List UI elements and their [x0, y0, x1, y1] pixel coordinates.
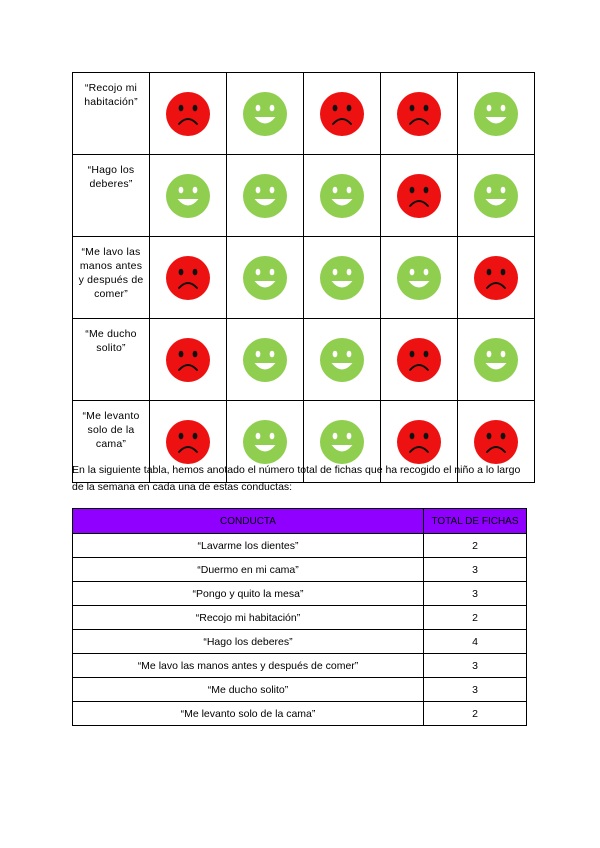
face-cell — [227, 73, 304, 155]
total-fichas-cell: 2 — [424, 534, 527, 558]
totals-row — [73, 678, 527, 702]
total-fichas-cell: 3 — [424, 582, 527, 606]
face-cell — [381, 155, 458, 237]
totals-row — [73, 702, 527, 726]
face-cell — [150, 319, 227, 401]
face-cell — [227, 237, 304, 319]
face-cell — [458, 237, 535, 319]
happy-face-icon — [319, 419, 365, 465]
behavior-label-line: “Hago los — [87, 164, 135, 176]
header-conducta: CONDUCTA — [73, 509, 424, 534]
happy-face-icon — [165, 173, 211, 219]
sad-face-icon — [396, 337, 442, 383]
conducta-cell: “Lavarme los dientes” — [73, 534, 424, 558]
sad-face-icon — [165, 337, 211, 383]
totals-body — [73, 534, 527, 726]
total-fichas-cell: 3 — [424, 678, 527, 702]
sad-face-icon — [396, 173, 442, 219]
face-cell — [381, 319, 458, 401]
behavior-label-line: comer” — [94, 288, 128, 300]
face-cell — [304, 73, 381, 155]
conducta-cell: “Me ducho solito” — [73, 678, 424, 702]
behavior-label-line: solito” — [96, 342, 126, 354]
conducta-cell: “Pongo y quito la mesa” — [73, 582, 424, 606]
conducta-cell: “Hago los deberes” — [73, 630, 424, 654]
face-cell — [304, 155, 381, 237]
sad-face-icon — [473, 255, 519, 301]
conducta-cell: “Me lavo las manos antes y después de comer” — [73, 654, 424, 678]
face-cell — [150, 155, 227, 237]
behavior-label-line: “Me ducho — [85, 328, 137, 340]
conducta-cell: “Duermo en mi cama” — [73, 558, 424, 582]
face-cell — [458, 155, 535, 237]
total-fichas-cell: 3 — [424, 654, 527, 678]
sad-face-icon — [165, 91, 211, 137]
behavior-label — [73, 155, 150, 237]
face-cell — [227, 155, 304, 237]
sad-face-icon — [473, 419, 519, 465]
behavior-row — [73, 73, 535, 155]
behavior-label-line: solo de la — [87, 424, 135, 436]
totals-row — [73, 534, 527, 558]
happy-face-icon — [319, 255, 365, 301]
behavior-label-line: “Me levanto — [82, 410, 140, 422]
conducta-cell: “Recojo mi habitación” — [73, 606, 424, 630]
behavior-label-line: “Me lavo las — [81, 246, 141, 258]
total-fichas-cell: 2 — [424, 702, 527, 726]
totals-header-row — [73, 509, 527, 534]
sad-face-icon — [165, 255, 211, 301]
totals-row — [73, 558, 527, 582]
intro-paragraph: En la siguiente tabla, hemos anotado el número total de fichas que ha recogido el niño a lo largo de la semana en cada una de estas conductas: — [72, 464, 521, 493]
face-cell — [381, 73, 458, 155]
face-cell — [150, 237, 227, 319]
happy-face-icon — [242, 255, 288, 301]
behavior-faces-table — [72, 72, 535, 483]
happy-face-icon — [242, 419, 288, 465]
face-cell — [304, 319, 381, 401]
happy-face-icon — [396, 255, 442, 301]
happy-face-icon — [319, 173, 365, 219]
behavior-row — [73, 237, 535, 319]
totals-table — [72, 508, 527, 726]
behavior-label-line: y después de — [78, 274, 144, 286]
behavior-label-line: deberes” — [89, 178, 133, 190]
behavior-label — [73, 237, 150, 319]
sad-face-icon — [319, 91, 365, 137]
behavior-faces-body — [73, 73, 535, 483]
behavior-row — [73, 155, 535, 237]
happy-face-icon — [319, 337, 365, 383]
total-fichas-cell: 4 — [424, 630, 527, 654]
happy-face-icon — [242, 173, 288, 219]
behavior-label-line: habitación” — [84, 96, 138, 108]
totals-row — [73, 606, 527, 630]
face-cell — [381, 237, 458, 319]
happy-face-icon — [473, 91, 519, 137]
totals-row — [73, 654, 527, 678]
happy-face-icon — [242, 337, 288, 383]
face-cell — [227, 319, 304, 401]
behavior-label-line: manos antes — [79, 260, 143, 272]
totals-row — [73, 630, 527, 654]
behavior-row — [73, 319, 535, 401]
face-cell — [150, 73, 227, 155]
face-cell — [458, 73, 535, 155]
total-fichas-cell: 3 — [424, 558, 527, 582]
conducta-cell: “Me levanto solo de la cama” — [73, 702, 424, 726]
happy-face-icon — [242, 91, 288, 137]
total-fichas-cell: 2 — [424, 606, 527, 630]
behavior-label — [73, 319, 150, 401]
behavior-label — [73, 73, 150, 155]
sad-face-icon — [396, 419, 442, 465]
face-cell — [304, 237, 381, 319]
happy-face-icon — [473, 173, 519, 219]
header-total-fichas: TOTAL DE FICHAS — [424, 509, 527, 534]
behavior-label-line: cama” — [95, 438, 127, 450]
face-cell — [458, 319, 535, 401]
totals-row — [73, 582, 527, 606]
sad-face-icon — [396, 91, 442, 137]
behavior-label-line: “Recojo mi — [84, 82, 138, 94]
happy-face-icon — [473, 337, 519, 383]
sad-face-icon — [165, 419, 211, 465]
